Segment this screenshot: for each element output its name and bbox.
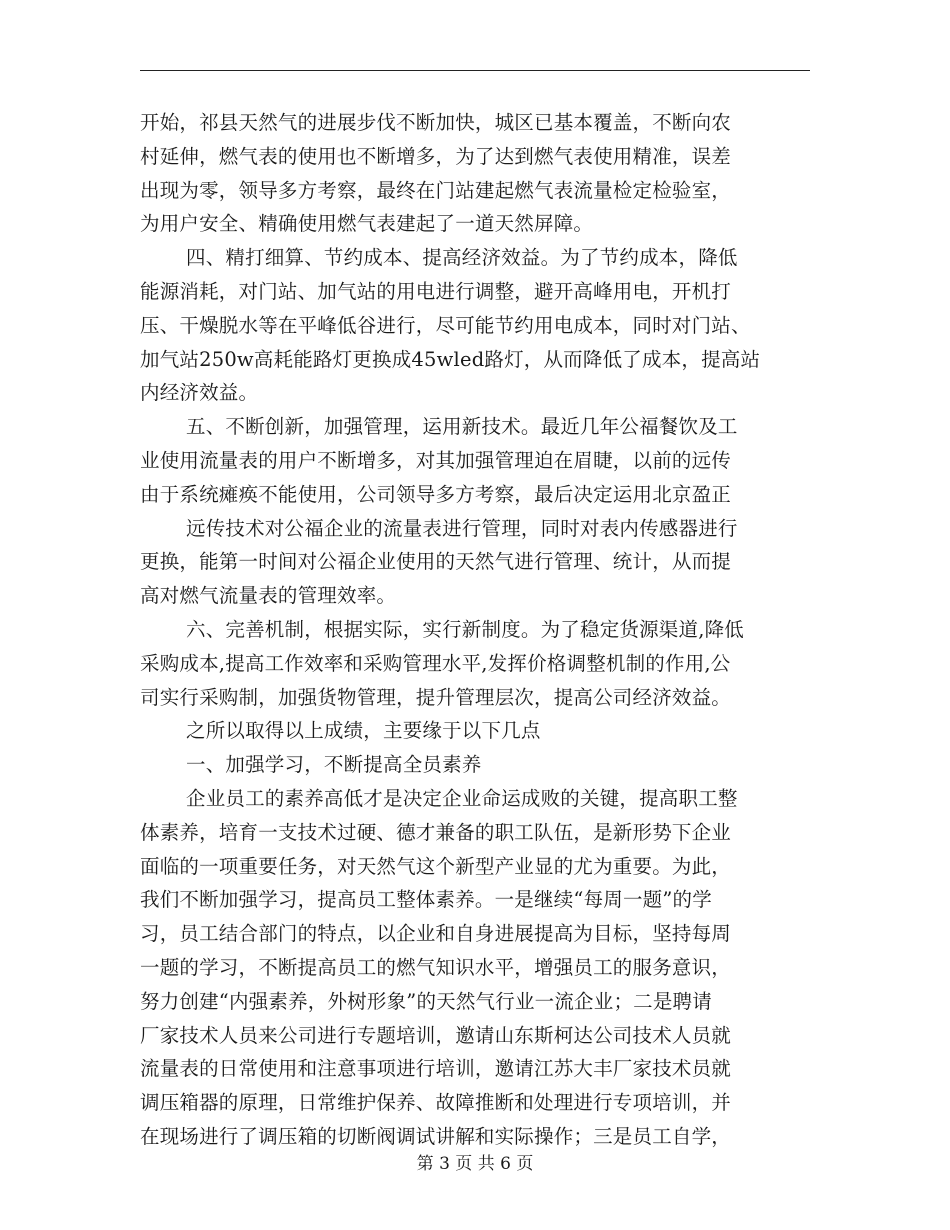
text-line: 能源消耗，对门站、加气站的用电进行调整，避开高峰用电，开机打 — [140, 279, 732, 303]
text-line: 六、完善机制，根据实际，实行新制度。为了稳定货源渠道,降低 — [186, 617, 744, 641]
text-line: 内经济效益。 — [140, 381, 259, 405]
text-line: 村延伸，燃气表的使用也不断增多，为了达到燃气表使用精准，误差 — [140, 144, 732, 168]
text-line: 压、干燥脱水等在平峰低谷进行，尽可能节约用电成本，同时对门站、 — [140, 313, 751, 337]
text-line: 由于系统瘫痪不能使用，公司领导多方考察，最后决定运用北京盈正 — [140, 482, 732, 506]
text-line: 面临的一项重要任务，对天然气这个新型产业显的尤为重要。为此， — [140, 854, 732, 878]
document-body — [140, 106, 810, 1154]
text-line: 四、精打细算、节约成本、提高经济效益。为了节约成本，降低 — [186, 246, 738, 270]
text-line: 五、不断创新，加强管理，运用新技术。最近几年公福餐饮及工 — [186, 415, 738, 439]
text-line: 企业员工的素养高低才是决定企业命运成败的关键，提高职工整 — [186, 786, 738, 810]
text-line: 为用户安全、精确使用燃气表建起了一道天然屏障。 — [140, 212, 594, 236]
text-line: 习，员工结合部门的特点，以企业和自身进展提高为目标，坚持每周 — [140, 922, 732, 946]
text-line: 业使用流量表的用户不断增多，对其加强管理迫在眉睫，以前的远传 — [140, 448, 732, 472]
text-line: 出现为零，领导多方考察，最终在门站建起燃气表流量检定检验室， — [140, 178, 732, 202]
text-line: 一、加强学习，不断提高全员素养 — [186, 753, 482, 777]
text-line: 更换，能第一时间对公福企业使用的天然气进行管理、统计，从而提 — [140, 550, 732, 574]
text-line: 远传技术对公福企业的流量表进行管理，同时对表内传感器进行 — [186, 516, 738, 540]
text-line: 我们不断加强学习，提高员工整体素养。一是继续“每周一题”的学 — [140, 888, 712, 912]
header-rule — [140, 70, 810, 71]
text-line: 流量表的日常使用和注意事项进行培训，邀请江苏大丰厂家技术员就 — [140, 1057, 732, 1081]
text-line: 调压箱器的原理，日常维护保养、故障推断和处理进行专项培训，并 — [140, 1091, 732, 1115]
text-line: 采购成本,提高工作效率和采购管理水平,发挥价格调整机制的作用,公 — [140, 651, 731, 675]
text-line: 高对燃气流量表的管理效率。 — [140, 584, 397, 608]
text-line: 努力创建“内强素养，外树形象”的天然气行业一流企业；二是聘请 — [140, 989, 712, 1013]
text-line: 在现场进行了调压箱的切断阀调试讲解和实际操作；三是员工自学， — [140, 1124, 732, 1148]
text-line: 一题的学习，不断提高员工的燃气知识水平，增强员工的服务意识， — [140, 955, 732, 979]
text-line: 开始，祁县天然气的进展步伐不断加快，城区已基本覆盖，不断向农 — [140, 111, 732, 134]
page-number: 第 3 页 共 6 页 — [416, 1154, 534, 1174]
text-line: 之所以取得以上成绩，主要缘于以下几点 — [186, 719, 541, 743]
text-line: 司实行采购制，加强货物管理，提升管理层次，提高公司经济效益。 — [140, 685, 732, 709]
text-line: 加气站250w高耗能路灯更换成45wled路灯，从而降低了成本，提高站 — [140, 347, 761, 371]
text-line: 厂家技术人员来公司进行专题培训，邀请山东斯柯达公司技术人员就 — [140, 1023, 732, 1047]
text-line: 体素养，培育一支技术过硬、德才兼备的职工队伍，是新形势下企业 — [140, 820, 732, 844]
